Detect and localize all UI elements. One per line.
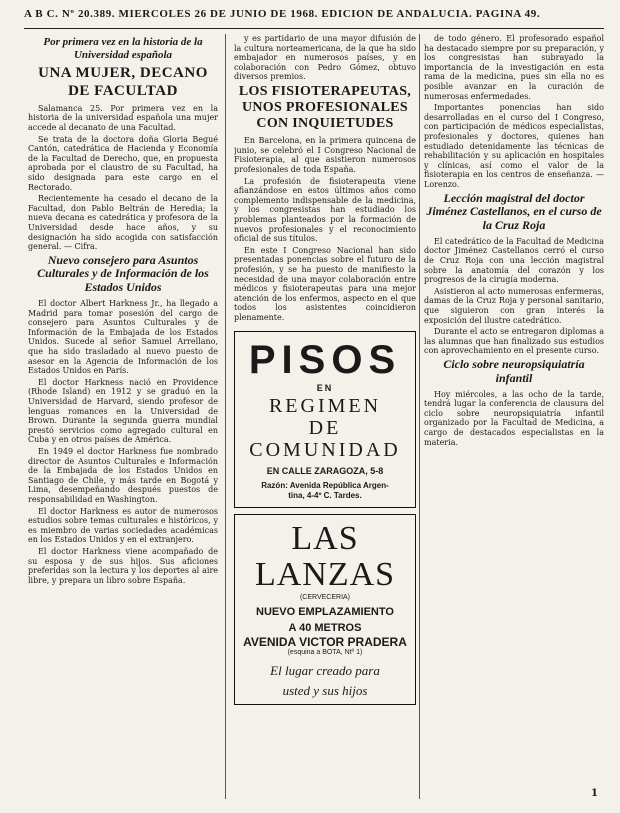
ad-regime-line: DE COMUNIDAD bbox=[249, 417, 401, 462]
ad-contact-line: Razón: Avenida República Argen- bbox=[261, 480, 389, 490]
article-paragraph: Asistieron al acto numerosas enfermeras, damas de la Cruz Roja y personal sanitario, que siguieron con gran interés la exposición del ilustre catedrático. bbox=[424, 286, 604, 325]
column-1 bbox=[28, 34, 218, 799]
las-lanzas-advertisement bbox=[234, 514, 416, 705]
column-divider bbox=[225, 34, 226, 799]
ad-street: AVENIDA VICTOR PRADERA bbox=[243, 635, 407, 650]
article-paragraph: de todo género. El profesorado español ha destacado siempre por su preparación, y los congresistas han subrayado la importancia de la investigación en esta rama de la medicina, pues sin ella no es posible avanzar en la curación de numerosas enfermedades. bbox=[424, 34, 604, 101]
article-paragraph: En Barcelona, en la primera quincena de junio, se celebró el I Congreso Nacional de Fisioterapia, al que asistieron numerosos profesionales de toda España. bbox=[234, 136, 416, 175]
article-kicker: Por primera vez en la historia de la Universidad española bbox=[43, 36, 203, 61]
article-headline: LOS FISIOTERAPEUTAS, UNOS PROFESIONALES CON INQUIETUDES bbox=[238, 83, 412, 132]
masthead-rule bbox=[24, 28, 604, 29]
article-paragraph: El doctor Harkness nació en Providence (Rhode Island) en 1912 y se graduó en la Universidad de Harvard, siendo profesor de lenguas romances en la Universidad de Brown. Durante la segunda guerra mundial prestó servicios como agregado cultural en Cuba y en otros países de América. bbox=[28, 377, 218, 445]
ad-contact-line: tina, 4-4º C. Tardes. bbox=[288, 490, 362, 500]
ad-street: EN CALLE ZARAGOZA, 5-8 bbox=[266, 466, 384, 477]
article-paragraph: Importantes ponencias han sido desarrolladas en el curso del I Congreso, con participación de médicos especialistas, profesionales y doctores, quienes han estudiado detenidamente las técnicas de rehabilitación y su aplicación en hospitales y clínicas, así como el valor de la fisioterapia en los centros de enseñanza. — Lorenzo. bbox=[424, 103, 604, 189]
article-headline: UNA MUJER, DECANO DE FACULTAD bbox=[38, 65, 208, 99]
article-paragraph: Hoy miércoles, a las ocho de la tarde, tendrá lugar la conferencia de clausura del ciclo sobre neuropsiquiatría infantil organizado por la Facultad de Medicina, a cargo de destacados especialistas en la materia. bbox=[424, 389, 604, 447]
ad-title: PISOS bbox=[248, 337, 402, 382]
column-2 bbox=[234, 34, 416, 799]
ad-slogan-line: El lugar creado para bbox=[270, 662, 380, 678]
article-paragraph: Se trata de la doctora doña Gloria Begué Cantón, catedrática de Hacienda y Economía de la Facultad de Derecho, que, en propuesta aprobada por el claustro de su Facultad, ha sido designada para este cargo en el Rectorado. bbox=[28, 134, 218, 192]
ad-notice-line: A 40 METROS bbox=[288, 622, 362, 635]
article-headline: Nuevo consejero para Asuntos Culturales y de Información de los Estados Unidos bbox=[37, 252, 209, 295]
article-headline: Ciclo sobre neuropsiquiatría infantil bbox=[443, 357, 585, 385]
article-paragraph: y es partidario de una mayor difusión de la cultura norteamericana, de la que ha sido embajador en numerosos países, y en colaboración con Pedro Gómez, obtuvo diversos premios. bbox=[234, 34, 416, 82]
article-paragraph: En este I Congreso Nacional han sido presentadas ponencias sobre el futuro de la profesión, y se ha puesto de manifiesto la necesidad de una mayor colaboración entre médicos y fisioterapeutas para una mejor atención de los enfermos, aspecto en el que todos los asistentes coincidieron plenamente. bbox=[234, 245, 416, 322]
article-headline: Lección magistral del doctor Jiménez Castellanos, en el curso de la Cruz Roja bbox=[426, 190, 602, 233]
pisos-advertisement bbox=[234, 331, 416, 508]
ad-location: (esquina a BOTA, Ntº 1) bbox=[287, 648, 363, 656]
page-mark: 1 bbox=[591, 788, 598, 799]
ad-regime-line: REGIMEN bbox=[268, 395, 382, 418]
article-paragraph: Recientemente ha cesado el decano de la Facultad, don Pablo Beltrán de Heredia; la nueva decana es catedrática y profesora de la Universidad desde hace años, y su designación ha sido acogida con satisfacción general. — Cifra. bbox=[28, 194, 218, 252]
ad-slogan-line: usted y sus hijos bbox=[282, 682, 368, 698]
article-paragraph: Durante el acto se entregaron diplomas a las alumnas que han finalizado sus estudios con aprovechamiento en el presente curso. bbox=[424, 327, 604, 356]
article-paragraph: En 1949 el doctor Harkness fue nombrado director de Asuntos Culturales e Información de la Embajada de los Estados Unidos en Santiago de Chile, y más tarde en Bogotá y Lima, desempeñando después puestos de responsabilidad en Washington. bbox=[28, 446, 218, 504]
article-paragraph: La profesión de fisioterapeuta viene afianzándose en estos últimos años como complemento indispensable de la medicina, y los congresistas han estudiado los problemas planteados por la formación de nuevos profesionales y el reconocimiento oficial de sus títulos. bbox=[234, 176, 416, 244]
article-paragraph: El catedrático de la Facultad de Medicina doctor Jiménez Castellanos cerró el curso de Cruz Roja con una lección magistral sobre la anatomía del corazón y los progresos de la cirugía moderna. bbox=[424, 236, 604, 285]
article-paragraph: El doctor Albert Harkness Jr., ha llegado a Madrid para tomar posesión del cargo de consejero para Asuntos Culturales y de Información de la Embajada de los Estados Unidos. Sucede al señor Samuel Arrellano, que ha sido trasladado al nuevo puesto de asesor en la Agencia de Información de los Estados Unidos en París. bbox=[28, 299, 218, 376]
ad-subtitle: (CERVECERIA) bbox=[299, 593, 351, 601]
ad-connector: EN bbox=[316, 382, 334, 393]
article-paragraph: El doctor Harkness es autor de numerosos estudios sobre temas culturales e históricos, y es miembro de varias sociedades académicas en los Estados Unidos y en el extranjero. bbox=[28, 506, 218, 545]
column-3 bbox=[424, 34, 604, 799]
column-divider bbox=[419, 34, 420, 799]
article-paragraph: El doctor Harkness viene acompañado de su esposa y de sus hijos. Sus aficiones preferidas son la lectura y los deportes al aire libre, y prepara un libro sobre España. bbox=[28, 546, 218, 585]
ad-notice-line: NUEVO EMPLAZAMIENTO bbox=[256, 606, 394, 619]
ad-title: LAS LANZAS bbox=[254, 519, 396, 593]
ad-contact bbox=[239, 481, 411, 501]
page-masthead: A B C. Nº 20.389. MIERCOLES 26 DE JUNIO DE 1968. EDICION DE ANDALUCIA. PAGINA 49. bbox=[24, 8, 541, 20]
article-paragraph: Salamanca 25. Por primera vez en la historia de la universidad española una mujer accede al decanato de una Facultad. bbox=[28, 103, 218, 132]
